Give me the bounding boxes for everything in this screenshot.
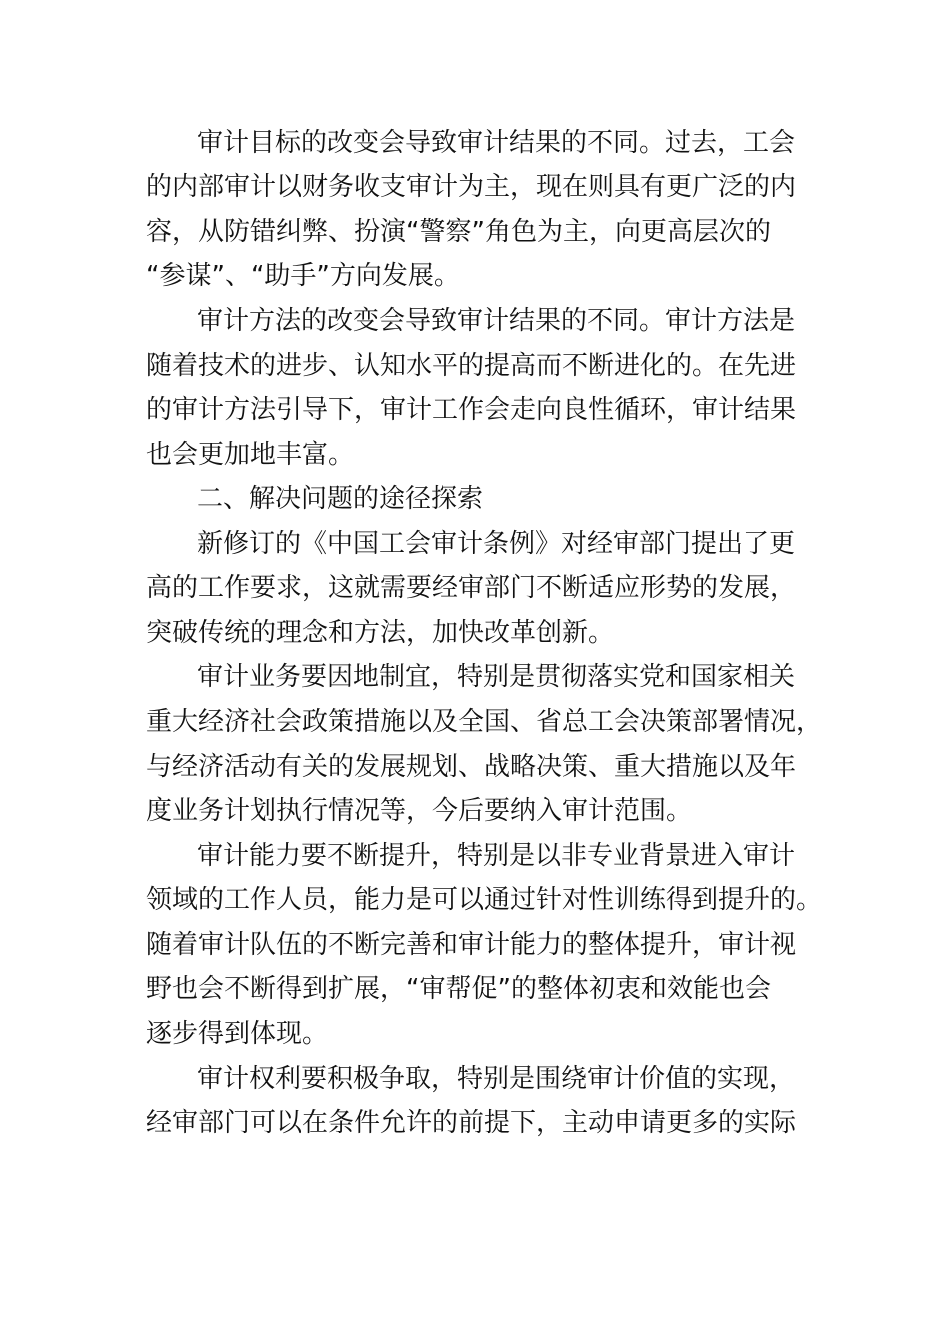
text-line: 经审部门可以在条件允许的前提下，主动申请更多的实际 <box>146 1108 797 1138</box>
text-line: 审计权利要积极争取，特别是围绕审计价值的实现， <box>197 1064 796 1094</box>
text-line: 度业务计划执行情况等，今后要纳入审计范围。 <box>146 796 693 826</box>
text-line: 野也会不断得到扩展，“审帮促”的整体初衷和效能也会 <box>146 974 771 1004</box>
text-line: 随着技术的进步、认知水平的提高而不断进化的。在先进 <box>146 351 797 381</box>
section-heading: 二、解决问题的途径探索 <box>197 484 484 514</box>
text-line: 的审计方法引导下，审计工作会走向良性循环，审计结果 <box>146 395 797 425</box>
text-line: 审计目标的改变会导致审计结果的不同。过去，工会 <box>197 128 796 158</box>
text-line: 审计能力要不断提升，特别是以非专业背景进入审计 <box>197 841 796 871</box>
text-line: 突破传统的理念和方法，加快改革创新。 <box>146 618 615 648</box>
text-line: 与经济活动有关的发展规划、战略决策、重大措施以及年 <box>146 752 797 782</box>
text-line: 高的工作要求，这就需要经审部门不断适应形势的发展， <box>146 573 797 603</box>
text-line: 随着审计队伍的不断完善和审计能力的整体提升，审计视 <box>146 930 797 960</box>
text-line: 审计业务要因地制宜，特别是贯彻落实党和国家相关 <box>197 662 796 692</box>
text-line: 重大经济社会政策措施以及全国、省总工会决策部署情况， <box>146 707 823 737</box>
text-line: “参谋”、“助手”方向发展。 <box>146 261 460 291</box>
text-line: 也会更加地丰富。 <box>146 440 355 470</box>
text-line: 审计方法的改变会导致审计结果的不同。审计方法是 <box>197 306 796 336</box>
text-line: 容，从防错纠弊、扮演“警察”角色为主，向更高层次的 <box>146 217 771 247</box>
text-line: 新修订的《中国工会审计条例》对经审部门提出了更 <box>197 529 796 559</box>
text-line: 领域的工作人员，能力是可以通过针对性训练得到提升的。 <box>146 885 823 915</box>
text-line: 逐步得到体现。 <box>146 1019 329 1049</box>
text-line: 的内部审计以财务收支审计为主，现在则具有更广泛的内 <box>146 172 797 202</box>
